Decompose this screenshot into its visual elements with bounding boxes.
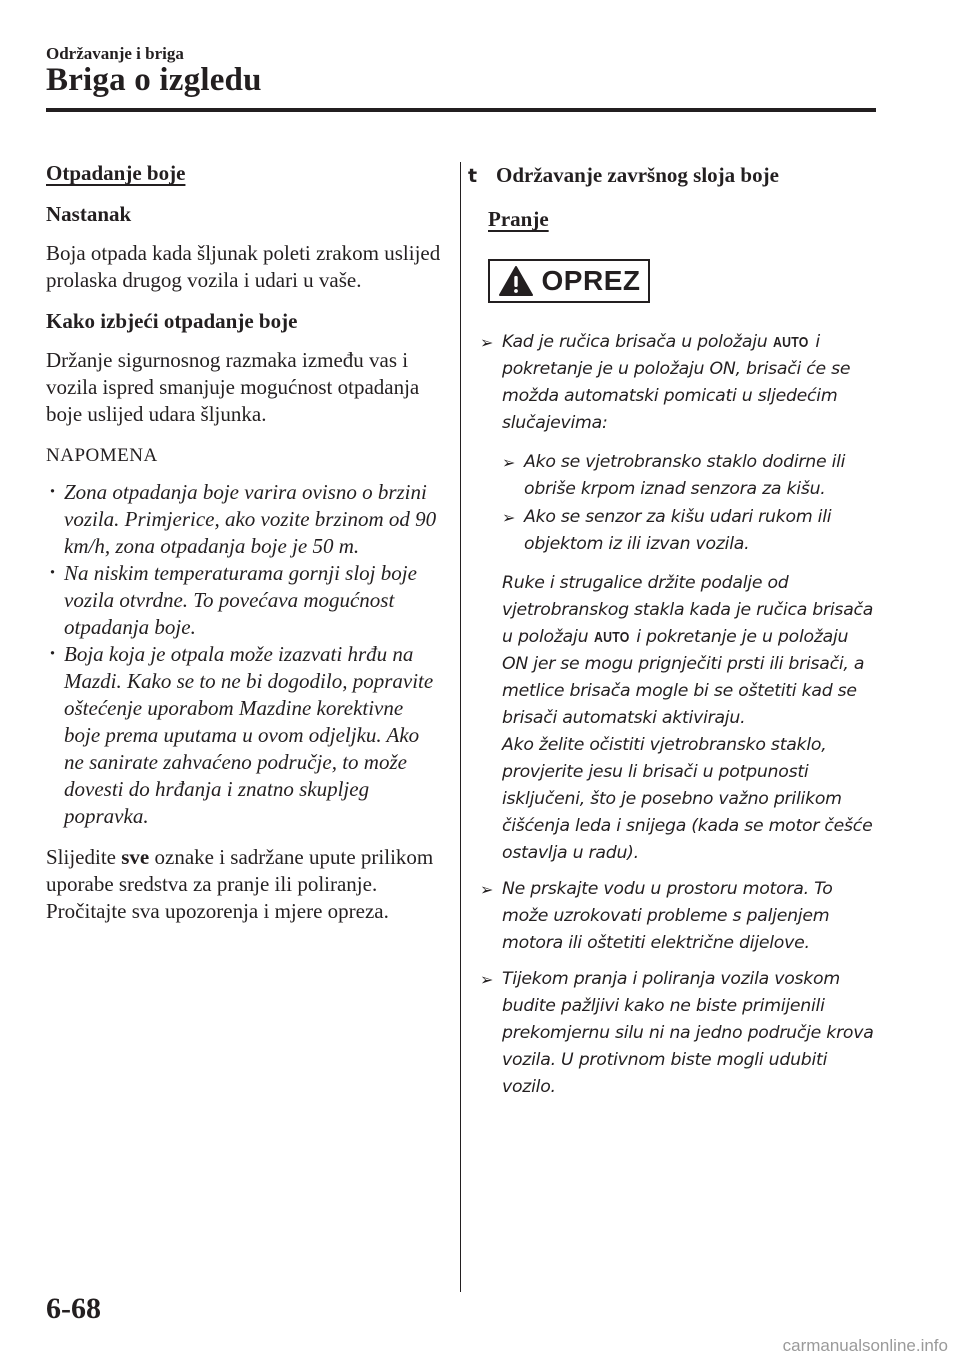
note-list	[46, 479, 441, 830]
subheading-prevention: Kako izbjeći otpadanje boje	[46, 309, 298, 333]
arrow-bullet-icon: ➢	[480, 970, 494, 989]
caution-item-roof-pressure: ➢ Tijekom pranja i poliranja vozila voskom budite pažljivi kako ne biste primijenili prekomjernu silu ni na jedno područje krova vozila. U protivnom biste mogli udubiti vozilo.	[480, 966, 878, 1101]
note-title: NAPOMENA	[46, 445, 158, 466]
section-heading-finish	[468, 160, 878, 191]
note-item: · Zona otpadanja boje varira ovisno o brzini vozila. Primjerice, ako vozite brzinom od 90 km/h, zona otpadanja boje je 50 m.	[46, 479, 441, 560]
arrow-bullet-icon: ➢	[502, 508, 516, 527]
left-column	[46, 160, 441, 925]
caution-item-engine-water: ➢ Ne prskajte vodu u prostoru motora. To može uzrokovati probleme s paljenjem motora ili oštetiti električne dijelove.	[480, 876, 878, 957]
page-number: 6-68	[46, 1292, 101, 1325]
paragraph-follow-instructions: Slijedite sve oznake i sadržane upute prilikom uporabe sredstva za pranje ili poliranje. Pročitajte sva upozorenja i mjere opreza.	[46, 845, 434, 923]
section-marker: t	[468, 165, 478, 187]
caution-label: OPREZ	[541, 265, 641, 296]
caution-paragraph-hands: Ruke i strugalice držite podalje od vjetrobranskog stakla kada je ručica brisača u položaju AUTO i pokretanje je u položaju ON jer se mogu prignječiti prsti ili brisači, a metlice brisača mogle bi se oštetiti kad se brisači automatski aktiviraju. Ako želite očistiti vjetrobransko staklo, provjerite jesu li brisači u potpunosti isključeni, što je posebno važno prilikom čišćenja leda i snijega (kada se motor češće ostavlja u radu).	[502, 573, 874, 863]
paragraph-cause: Boja otpada kada šljunak poleti zrakom uslijed prolaska drugog vozila i udari u vaše.	[46, 241, 441, 292]
title-rule	[46, 108, 876, 112]
section-heading-paint-chipping: Otpadanje boje	[46, 161, 186, 185]
paragraph-prevention: Držanje sigurnosnog razmaka između vas i vozila ispred smanjuje mogućnost otpadanja boje uslijed udara šljunka.	[46, 348, 420, 426]
chapter-label: Održavanje i briga	[46, 44, 184, 63]
caution-item-wiper-auto: ➢ Kad je ručica brisača u položaju AUTO i pokretanje je u položaju ON, brisači će se možda automatski pomicati u sljedećim slučajevima: ➢ Ako se vjetrobransko staklo dodirne ili obriše krpom iznad senzora za kišu. ➢ Ako se senzor za kišu udari rukom ili objektom iz ili izvan vozila. Ruke i strugalice držite podalje od vjetrobranskog stakla kada je ručica brisača u položaju AUTO i pokretanje je u položaju ON jer se mogu prignječiti prsti ili brisači, a metlice brisača mogle bi se oštetiti kad se brisači automatski aktiviraju. Ako želite očistiti vjetrobransko staklo, provjerite jesu li brisači u potpunosti isključeni, što je posebno važno prilikom čišćenja leda i snijega (kada se motor češće ostavlja u radu).	[480, 329, 878, 867]
watermark: carmanualsonline.info	[782, 1336, 948, 1355]
column-divider	[460, 162, 461, 1292]
arrow-bullet-icon: ➢	[480, 880, 494, 899]
caution-sublist	[502, 449, 878, 558]
auto-position-symbol: AUTO	[772, 334, 809, 351]
page-title: Briga o izgledu	[46, 62, 262, 98]
subheading-washing: Pranje	[488, 207, 549, 231]
subheading-cause: Nastanak	[46, 202, 132, 226]
section-heading-text: Održavanje završnog sloja boje	[496, 163, 779, 187]
caution-subitem: ➢ Ako se senzor za kišu udari rukom ili objektom iz ili izvan vozila.	[502, 504, 878, 558]
caution-box	[488, 259, 650, 303]
warning-triangle-icon	[498, 265, 534, 297]
right-column	[468, 160, 878, 1110]
note-item: · Na niskim temperaturama gornji sloj boje vozila otvrdne. To povećava mogućnost otpadanja boje.	[46, 560, 441, 641]
arrow-bullet-icon: ➢	[502, 453, 516, 472]
caution-subitem: ➢ Ako se vjetrobransko staklo dodirne ili obriše krpom iznad senzora za kišu.	[502, 449, 878, 503]
auto-position-symbol: AUTO	[593, 629, 630, 646]
emphasis-all: sve	[121, 845, 150, 869]
arrow-bullet-icon: ➢	[480, 333, 494, 352]
caution-paragraph-clean: Ako želite očistiti vjetrobransko staklo, provjerite jesu li brisači u potpunosti isključeni, što je posebno važno prilikom čišćenja leda i snijega (kada se motor češće ostavlja u radu).	[502, 735, 873, 863]
note-item: · Boja koja je otpala može izazvati hrđu na Mazdi. Kako se to ne bi dogodilo, popravite oštećenje uporabom Mazdine korektivne boje prema uputama u ovom odjeljku. Ako ne sanirate zahvaćeno područje, to može dovesti do hrđanja i znatno skupljeg popravka.	[46, 641, 441, 830]
caution-list	[480, 329, 878, 1101]
